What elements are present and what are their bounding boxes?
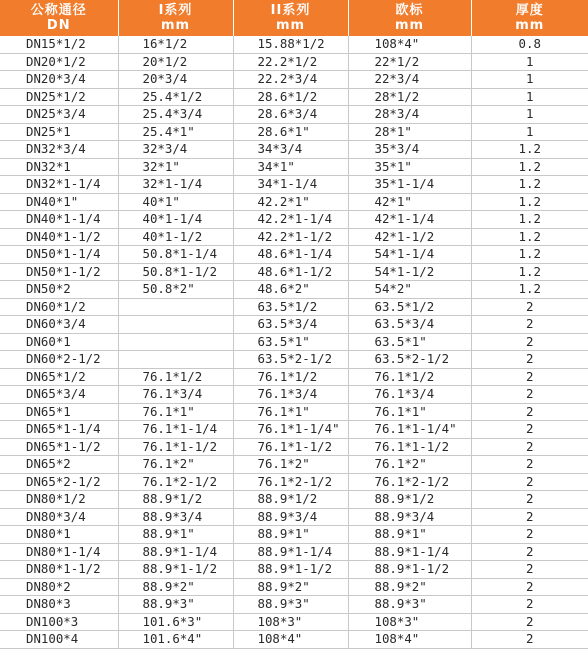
cell-series-2: 48.6*1-1/4: [233, 246, 348, 264]
cell-european-standard: 22*1/2: [348, 53, 471, 71]
table-row: [0, 106, 588, 124]
table-row: [0, 333, 588, 351]
cell-nominal-diameter: DN50*1-1/2: [0, 263, 118, 281]
table-row: [0, 596, 588, 614]
cell-nominal-diameter: DN80*1-1/4: [0, 543, 118, 561]
cell-nominal-diameter: DN60*1/2: [0, 298, 118, 316]
cell-thickness: 0.8: [471, 36, 588, 53]
cell-nominal-diameter: DN40*1": [0, 193, 118, 211]
table-row: [0, 473, 588, 491]
cell-thickness: 2: [471, 386, 588, 404]
cell-nominal-diameter: DN20*1/2: [0, 53, 118, 71]
table-row: [0, 53, 588, 71]
cell-series-2: 76.1*1/2: [233, 368, 348, 386]
cell-european-standard: 63.5*2-1/2: [348, 351, 471, 369]
cell-series-2: 15.88*1/2: [233, 36, 348, 53]
cell-series-1: 88.9*1/2: [118, 491, 233, 509]
cell-series-2: 76.1*2-1/2: [233, 473, 348, 491]
cell-nominal-diameter: DN65*1/2: [0, 368, 118, 386]
cell-thickness: 2: [471, 508, 588, 526]
cell-thickness: 1.2: [471, 141, 588, 159]
table-row: [0, 631, 588, 649]
cell-series-1: 40*1-1/4: [118, 211, 233, 229]
cell-nominal-diameter: DN15*1/2: [0, 36, 118, 53]
cell-european-standard: 88.9*3": [348, 596, 471, 614]
cell-series-2: 34*1-1/4: [233, 176, 348, 194]
cell-series-1: 76.1*1-1/4: [118, 421, 233, 439]
cell-nominal-diameter: DN50*1-1/4: [0, 246, 118, 264]
cell-thickness: 2: [471, 316, 588, 334]
cell-series-2: 88.9*3": [233, 596, 348, 614]
header-thickness: 厚度 mm: [471, 0, 588, 36]
cell-series-1: 25.4*1": [118, 123, 233, 141]
cell-series-1: 88.9*1-1/2: [118, 561, 233, 579]
cell-series-2: 76.1*1-1/2: [233, 438, 348, 456]
cell-series-1: 76.1*1": [118, 403, 233, 421]
cell-series-1: 88.9*3/4: [118, 508, 233, 526]
cell-european-standard: 76.1*1/2: [348, 368, 471, 386]
cell-series-1: [118, 298, 233, 316]
cell-thickness: 2: [471, 596, 588, 614]
cell-series-2: 34*3/4: [233, 141, 348, 159]
cell-series-1: 101.6*4": [118, 631, 233, 649]
cell-series-1: 50.8*1-1/2: [118, 263, 233, 281]
cell-european-standard: 54*1-1/2: [348, 263, 471, 281]
cell-series-2: 42.2*1-1/4: [233, 211, 348, 229]
cell-series-1: 16*1/2: [118, 36, 233, 53]
cell-series-2: 88.9*2": [233, 578, 348, 596]
cell-nominal-diameter: DN80*2: [0, 578, 118, 596]
cell-european-standard: 63.5*1/2: [348, 298, 471, 316]
cell-series-2: 76.1*1-1/4": [233, 421, 348, 439]
cell-thickness: 1.2: [471, 281, 588, 299]
cell-european-standard: 35*3/4: [348, 141, 471, 159]
cell-thickness: 2: [471, 613, 588, 631]
cell-series-1: 25.4*3/4: [118, 106, 233, 124]
cell-thickness: 2: [471, 561, 588, 579]
cell-series-2: 28.6*3/4: [233, 106, 348, 124]
cell-series-1: 76.1*2": [118, 456, 233, 474]
cell-thickness: 1.2: [471, 246, 588, 264]
cell-nominal-diameter: DN80*1/2: [0, 491, 118, 509]
cell-thickness: 2: [471, 438, 588, 456]
cell-series-1: 88.9*2": [118, 578, 233, 596]
table-row: [0, 561, 588, 579]
cell-thickness: 2: [471, 543, 588, 561]
cell-series-2: 76.1*3/4: [233, 386, 348, 404]
cell-european-standard: 76.1*3/4: [348, 386, 471, 404]
cell-series-2: 22.2*3/4: [233, 71, 348, 89]
table-row: [0, 386, 588, 404]
cell-series-1: 76.1*1-1/2: [118, 438, 233, 456]
cell-series-1: 25.4*1/2: [118, 88, 233, 106]
table-row: [0, 403, 588, 421]
cell-thickness: 1.2: [471, 263, 588, 281]
cell-european-standard: 108*3": [348, 613, 471, 631]
cell-series-2: 88.9*1/2: [233, 491, 348, 509]
cell-european-standard: 42*1-1/2: [348, 228, 471, 246]
table-row: [0, 613, 588, 631]
table-row: [0, 491, 588, 509]
cell-series-1: 40*1-1/2: [118, 228, 233, 246]
cell-series-1: 88.9*1-1/4: [118, 543, 233, 561]
cell-european-standard: 42*1": [348, 193, 471, 211]
cell-series-1: 76.1*2-1/2: [118, 473, 233, 491]
cell-thickness: 2: [471, 578, 588, 596]
cell-series-2: 76.1*1": [233, 403, 348, 421]
header-series-2: II系列 mm: [233, 0, 348, 36]
cell-thickness: 1: [471, 106, 588, 124]
cell-nominal-diameter: DN80*1-1/2: [0, 561, 118, 579]
table-row: [0, 526, 588, 544]
cell-thickness: 1: [471, 71, 588, 89]
cell-thickness: 1: [471, 123, 588, 141]
cell-european-standard: 28*3/4: [348, 106, 471, 124]
table-row: [0, 368, 588, 386]
cell-series-1: 40*1": [118, 193, 233, 211]
cell-series-1: [118, 316, 233, 334]
cell-european-standard: 76.1*2-1/2: [348, 473, 471, 491]
table-row: [0, 123, 588, 141]
cell-nominal-diameter: DN50*2: [0, 281, 118, 299]
table-row: [0, 578, 588, 596]
cell-series-2: 88.9*1-1/4: [233, 543, 348, 561]
cell-series-2: 88.9*3/4: [233, 508, 348, 526]
cell-european-standard: 88.9*3/4: [348, 508, 471, 526]
cell-series-2: 76.1*2": [233, 456, 348, 474]
cell-series-2: 34*1": [233, 158, 348, 176]
cell-series-1: 32*1-1/4: [118, 176, 233, 194]
cell-series-2: 88.9*1": [233, 526, 348, 544]
cell-thickness: 2: [471, 631, 588, 649]
cell-thickness: 1: [471, 53, 588, 71]
cell-european-standard: 35*1-1/4: [348, 176, 471, 194]
cell-nominal-diameter: DN65*1-1/4: [0, 421, 118, 439]
cell-european-standard: 28*1/2: [348, 88, 471, 106]
cell-nominal-diameter: DN80*3: [0, 596, 118, 614]
table-row: [0, 508, 588, 526]
cell-nominal-diameter: DN32*1: [0, 158, 118, 176]
table-row: [0, 88, 588, 106]
cell-european-standard: 88.9*1-1/2: [348, 561, 471, 579]
cell-european-standard: 108*4": [348, 36, 471, 53]
cell-thickness: 2: [471, 333, 588, 351]
table-row: [0, 71, 588, 89]
cell-series-2: 28.6*1": [233, 123, 348, 141]
cell-series-2: 22.2*1/2: [233, 53, 348, 71]
cell-nominal-diameter: DN80*3/4: [0, 508, 118, 526]
table-row: [0, 211, 588, 229]
cell-series-1: 76.1*1/2: [118, 368, 233, 386]
cell-thickness: 2: [471, 368, 588, 386]
cell-series-1: 32*1": [118, 158, 233, 176]
cell-series-2: 63.5*1": [233, 333, 348, 351]
cell-series-1: 50.8*1-1/4: [118, 246, 233, 264]
table-row: [0, 543, 588, 561]
cell-thickness: 1: [471, 88, 588, 106]
cell-nominal-diameter: DN65*2: [0, 456, 118, 474]
cell-nominal-diameter: DN60*3/4: [0, 316, 118, 334]
cell-european-standard: 63.5*3/4: [348, 316, 471, 334]
cell-european-standard: 42*1-1/4: [348, 211, 471, 229]
cell-nominal-diameter: DN25*1/2: [0, 88, 118, 106]
table-row: [0, 246, 588, 264]
cell-thickness: 1.2: [471, 211, 588, 229]
cell-nominal-diameter: DN100*4: [0, 631, 118, 649]
cell-nominal-diameter: DN65*1: [0, 403, 118, 421]
cell-thickness: 1.2: [471, 228, 588, 246]
table-row: [0, 36, 588, 53]
cell-european-standard: 76.1*1": [348, 403, 471, 421]
cell-series-1: [118, 333, 233, 351]
cell-european-standard: 88.9*1": [348, 526, 471, 544]
cell-series-2: 28.6*1/2: [233, 88, 348, 106]
table-row: [0, 228, 588, 246]
cell-european-standard: 88.9*1-1/4: [348, 543, 471, 561]
cell-series-2: 63.5*2-1/2: [233, 351, 348, 369]
header-nominal-diameter: 公称通径 DN: [0, 0, 118, 36]
table-row: [0, 351, 588, 369]
cell-series-1: 20*3/4: [118, 71, 233, 89]
header-series-1: I系列 mm: [118, 0, 233, 36]
cell-series-2: 108*3": [233, 613, 348, 631]
cell-european-standard: 76.1*2": [348, 456, 471, 474]
cell-nominal-diameter: DN60*1: [0, 333, 118, 351]
cell-series-1: 50.8*2": [118, 281, 233, 299]
cell-european-standard: 22*3/4: [348, 71, 471, 89]
table-header: [0, 0, 588, 36]
cell-series-1: 76.1*3/4: [118, 386, 233, 404]
table-row: [0, 263, 588, 281]
cell-european-standard: 63.5*1": [348, 333, 471, 351]
table-row: [0, 438, 588, 456]
cell-nominal-diameter: DN20*3/4: [0, 71, 118, 89]
cell-european-standard: 88.9*2": [348, 578, 471, 596]
table-row: [0, 456, 588, 474]
table-row: [0, 158, 588, 176]
cell-nominal-diameter: DN65*2-1/2: [0, 473, 118, 491]
cell-series-1: 101.6*3": [118, 613, 233, 631]
cell-thickness: 1.2: [471, 193, 588, 211]
cell-nominal-diameter: DN40*1-1/2: [0, 228, 118, 246]
cell-european-standard: 54*2": [348, 281, 471, 299]
cell-nominal-diameter: DN65*1-1/2: [0, 438, 118, 456]
cell-thickness: 1.2: [471, 158, 588, 176]
cell-series-2: 42.2*1-1/2: [233, 228, 348, 246]
table-body: [0, 36, 588, 648]
cell-series-1: 32*3/4: [118, 141, 233, 159]
cell-nominal-diameter: DN25*3/4: [0, 106, 118, 124]
table-row: [0, 298, 588, 316]
cell-thickness: 2: [471, 403, 588, 421]
table-row: [0, 421, 588, 439]
cell-european-standard: 76.1*1-1/4": [348, 421, 471, 439]
cell-thickness: 2: [471, 526, 588, 544]
cell-thickness: 2: [471, 473, 588, 491]
cell-thickness: 2: [471, 351, 588, 369]
table-row: [0, 176, 588, 194]
cell-nominal-diameter: DN100*3: [0, 613, 118, 631]
header-european-standard: 欧标 mm: [348, 0, 471, 36]
cell-series-1: 20*1/2: [118, 53, 233, 71]
cell-thickness: 2: [471, 421, 588, 439]
cell-nominal-diameter: DN80*1: [0, 526, 118, 544]
cell-thickness: 2: [471, 491, 588, 509]
table-row: [0, 141, 588, 159]
cell-nominal-diameter: DN60*2-1/2: [0, 351, 118, 369]
cell-series-2: 63.5*1/2: [233, 298, 348, 316]
cell-thickness: 2: [471, 298, 588, 316]
table-row: [0, 193, 588, 211]
cell-series-1: [118, 351, 233, 369]
cell-european-standard: 28*1": [348, 123, 471, 141]
cell-nominal-diameter: DN32*1-1/4: [0, 176, 118, 194]
cell-thickness: 1.2: [471, 176, 588, 194]
cell-series-2: 108*4": [233, 631, 348, 649]
cell-series-1: 88.9*1": [118, 526, 233, 544]
cell-european-standard: 35*1": [348, 158, 471, 176]
cell-nominal-diameter: DN25*1: [0, 123, 118, 141]
cell-series-1: 88.9*3": [118, 596, 233, 614]
table-row: [0, 281, 588, 299]
cell-series-2: 48.6*2": [233, 281, 348, 299]
cell-series-2: 63.5*3/4: [233, 316, 348, 334]
cell-series-2: 88.9*1-1/2: [233, 561, 348, 579]
cell-nominal-diameter: DN40*1-1/4: [0, 211, 118, 229]
cell-european-standard: 54*1-1/4: [348, 246, 471, 264]
cell-thickness: 2: [471, 456, 588, 474]
cell-series-2: 48.6*1-1/2: [233, 263, 348, 281]
cell-nominal-diameter: DN32*3/4: [0, 141, 118, 159]
cell-european-standard: 88.9*1/2: [348, 491, 471, 509]
cell-series-2: 42.2*1": [233, 193, 348, 211]
cell-nominal-diameter: DN65*3/4: [0, 386, 118, 404]
cell-european-standard: 76.1*1-1/2: [348, 438, 471, 456]
table-row: [0, 316, 588, 334]
cell-european-standard: 108*4": [348, 631, 471, 649]
